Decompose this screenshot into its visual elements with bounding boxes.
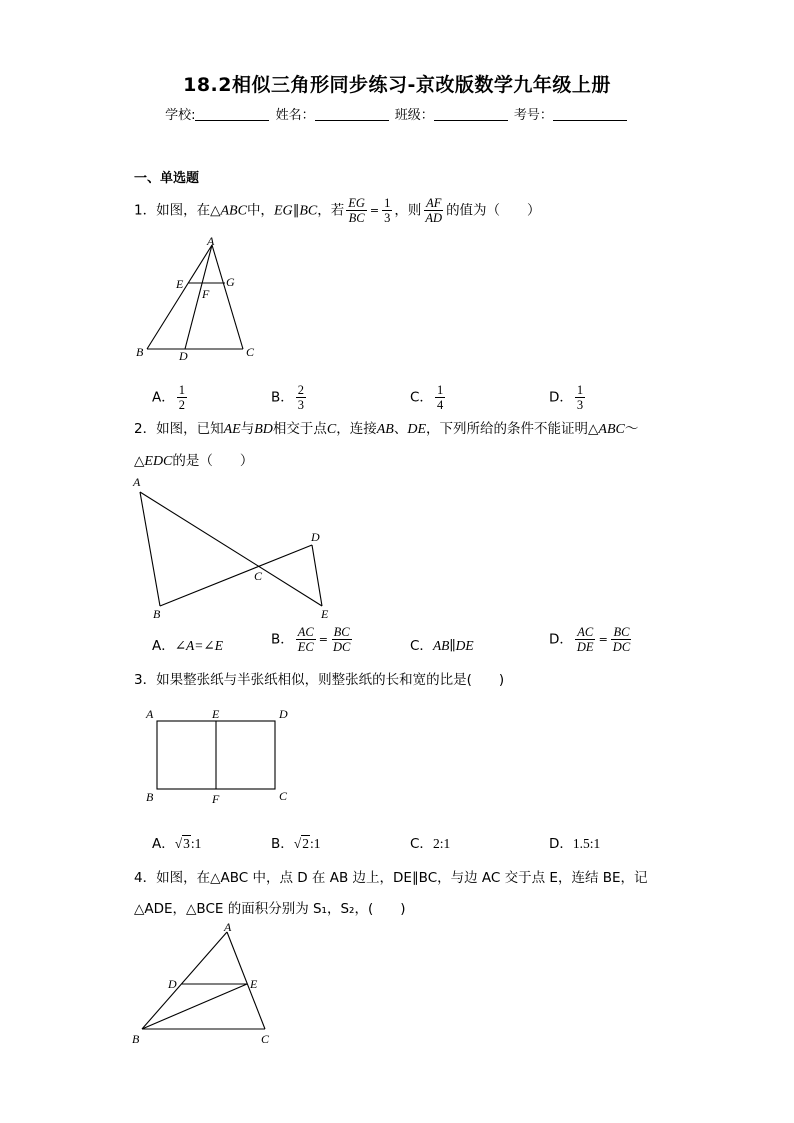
radicand: 2: [302, 836, 309, 851]
fraction-denominator: 3: [297, 398, 305, 412]
label-f: F: [212, 792, 220, 806]
option-text: AB∥DE: [432, 638, 474, 653]
option-letter: B．: [271, 631, 294, 648]
fraction-numerator: AC: [297, 625, 314, 639]
segment-bd: [160, 545, 312, 606]
option-letter: D．: [549, 389, 573, 406]
q2-text: 如图，已知: [156, 421, 224, 437]
class-blank[interactable]: [434, 108, 508, 121]
q3-figure: [140, 704, 300, 808]
fraction-numerator: EG: [348, 196, 365, 210]
q3-option-a[interactable]: [152, 832, 201, 852]
label-b: B: [132, 1032, 140, 1046]
option-text: :1: [190, 836, 202, 851]
segment-ae: [140, 492, 322, 606]
school-blank[interactable]: [195, 108, 269, 121]
option-letter: A．: [152, 638, 175, 654]
q2-text: 相交于点: [272, 421, 327, 437]
equals-sign: =: [318, 633, 328, 646]
option-fraction: [296, 383, 306, 412]
segment-ac: [227, 932, 265, 1029]
q1-text: 如图，在△: [156, 202, 221, 219]
fraction-denominator: 3: [384, 211, 391, 225]
option-letter: D．: [549, 836, 573, 852]
label-a: A: [133, 475, 141, 489]
label-a: A: [146, 707, 154, 721]
q3-option-b[interactable]: [271, 832, 320, 852]
q2-text: 的是（ ）: [172, 453, 254, 469]
q1-text: ，则: [394, 202, 422, 219]
class-label: 班级：: [394, 108, 434, 123]
option-letter: C．: [410, 638, 433, 654]
question-1-stem: [134, 196, 541, 225]
q2-option-d[interactable]: [549, 625, 634, 654]
name-blank[interactable]: [315, 108, 389, 121]
q1-segment: EG: [273, 203, 293, 219]
equals-sign: =: [369, 203, 380, 217]
fraction-denominator: DC: [332, 640, 351, 654]
q1-triangle: ABC: [220, 203, 247, 219]
option-fraction: [575, 383, 585, 412]
fraction-numerator: AF: [426, 196, 442, 210]
parallel-symbol: ∥: [292, 202, 300, 219]
question-number: 3．: [134, 672, 157, 688]
label-d: D: [311, 530, 320, 544]
option-fraction: [435, 383, 445, 412]
equals-sign: =: [598, 633, 608, 646]
question-number: 4．: [134, 870, 157, 886]
q1-option-d[interactable]: [549, 383, 587, 412]
q2-text: ，连接: [336, 421, 377, 437]
option-text: :1: [309, 836, 321, 851]
fraction-numerator: AC: [577, 625, 594, 639]
label-e: E: [250, 977, 258, 991]
label-d: D: [179, 349, 188, 363]
label-c: C: [279, 789, 288, 803]
q2-text: 与: [240, 421, 255, 437]
q2-triangle: EDC: [144, 454, 173, 469]
fraction-denominator: 4: [436, 398, 444, 412]
question-number: 2．: [134, 421, 157, 437]
label-g: G: [226, 275, 235, 289]
q1-text: ，若: [317, 202, 345, 219]
option-text: ∠A=∠E: [174, 638, 223, 653]
label-b: B: [136, 345, 144, 359]
label-c: C: [261, 1032, 270, 1046]
q2-text: ，下列所给的条件不能证明△: [426, 421, 599, 437]
option-fraction: [331, 625, 352, 654]
q2-segment: BD: [254, 422, 273, 437]
q3-text: 如果整张纸与半张纸相似，则整张纸的长和宽的比是( ): [156, 672, 505, 688]
label-a: A: [224, 920, 232, 934]
q3-option-d[interactable]: [549, 832, 600, 852]
triangle-symbol: △: [134, 453, 145, 469]
label-a: A: [207, 234, 215, 248]
q3-option-c[interactable]: [410, 832, 450, 852]
fraction-numerator: 1: [436, 383, 444, 397]
segment-be: [142, 984, 247, 1029]
name-label: 姓名：: [275, 108, 315, 123]
option-letter: A．: [152, 836, 175, 852]
student-info-line: [0, 104, 794, 123]
option-letter: C．: [410, 389, 433, 406]
option-fraction: [177, 383, 187, 412]
question-number: 1．: [134, 202, 157, 219]
option-letter: D．: [549, 631, 573, 648]
q1-option-b[interactable]: [271, 383, 308, 412]
q2-segment: AE: [223, 422, 241, 437]
label-e: E: [321, 607, 329, 621]
fraction-af-ad: [423, 196, 444, 225]
similar-symbol: ～: [624, 421, 639, 437]
q2-option-a[interactable]: [152, 634, 223, 654]
fraction-numerator: BC: [613, 625, 630, 639]
fraction-one-third: [382, 196, 392, 225]
fraction-denominator: 3: [576, 398, 584, 412]
fraction-eg-bc: [346, 196, 367, 225]
fraction-denominator: DE: [576, 640, 594, 654]
number-blank[interactable]: [553, 108, 627, 121]
q2-triangle: ABC: [598, 422, 625, 437]
section-heading: 一、单选题: [134, 171, 200, 186]
page-title: 18.2相似三角形同步练习-京改版数学九年级上册: [183, 74, 611, 96]
q4-text: △ADE，△BCE 的面积分别为 S₁，S₂，( ): [134, 901, 406, 917]
question-2-stem-line1: [134, 419, 638, 440]
fraction-denominator: DC: [612, 640, 631, 654]
label-d: D: [279, 707, 288, 721]
q2-text: 、: [393, 421, 408, 437]
fraction-denominator: BC: [348, 211, 365, 225]
q2-point: C: [326, 422, 337, 437]
fraction-denominator: EC: [297, 640, 314, 654]
sqrt-expression: √3: [174, 836, 190, 851]
fraction-denominator: 2: [178, 398, 185, 412]
option-fraction: [575, 625, 596, 654]
label-d: D: [168, 977, 177, 991]
q2-segment: AB: [376, 422, 394, 437]
question-3-stem: [134, 670, 504, 690]
radicand: 3: [183, 836, 190, 851]
fraction-numerator: BC: [333, 625, 350, 639]
q2-option-b[interactable]: [271, 625, 354, 654]
option-letter: C．: [410, 836, 433, 852]
question-2-stem-line2: [134, 451, 253, 472]
label-e: E: [176, 277, 184, 291]
label-e: E: [212, 707, 220, 721]
option-fraction: [296, 625, 316, 654]
label-c: C: [254, 569, 263, 583]
q1-text: 中，: [246, 202, 274, 219]
number-label: 考号：: [513, 108, 553, 123]
option-letter: A．: [152, 389, 175, 406]
segment-ac: [212, 245, 243, 349]
option-fraction: [611, 625, 632, 654]
q1-option-c[interactable]: [410, 383, 447, 412]
fraction-numerator: 1: [384, 196, 391, 210]
q4-figure: [128, 920, 278, 1050]
option-letter: B．: [271, 389, 294, 406]
q2-segment: DE: [407, 422, 426, 437]
label-c: C: [246, 345, 255, 359]
fraction-numerator: 2: [297, 383, 305, 397]
label-b: B: [146, 790, 154, 804]
fraction-numerator: 1: [178, 383, 185, 397]
q1-option-a[interactable]: [152, 383, 189, 412]
question-4-stem-line1: [134, 868, 648, 888]
q4-text: 如图，在△ABC 中，点 D 在 AB 边上，DE∥BC，与边 AC 交于点 E，连结 BE，记: [156, 870, 648, 886]
sqrt-expression: √2: [293, 836, 309, 851]
option-letter: B．: [271, 836, 294, 852]
q2-option-c[interactable]: [410, 634, 474, 654]
q1-figure: [130, 232, 270, 364]
segment-de: [312, 545, 322, 606]
fraction-numerator: 1: [576, 383, 584, 397]
label-f: F: [202, 287, 210, 301]
q2-figure: [128, 474, 348, 622]
q1-text: 的值为（ ）: [446, 202, 541, 219]
q1-segment: BC: [299, 203, 318, 219]
fraction-denominator: AD: [425, 211, 443, 225]
label-b: B: [153, 607, 161, 621]
segment-ab: [142, 932, 227, 1029]
school-label: 学校:: [165, 108, 196, 123]
option-text: 1.5:1: [572, 836, 601, 851]
question-4-stem-line2: [134, 899, 405, 919]
segment-ab: [140, 492, 160, 606]
option-text: 2:1: [432, 836, 451, 851]
